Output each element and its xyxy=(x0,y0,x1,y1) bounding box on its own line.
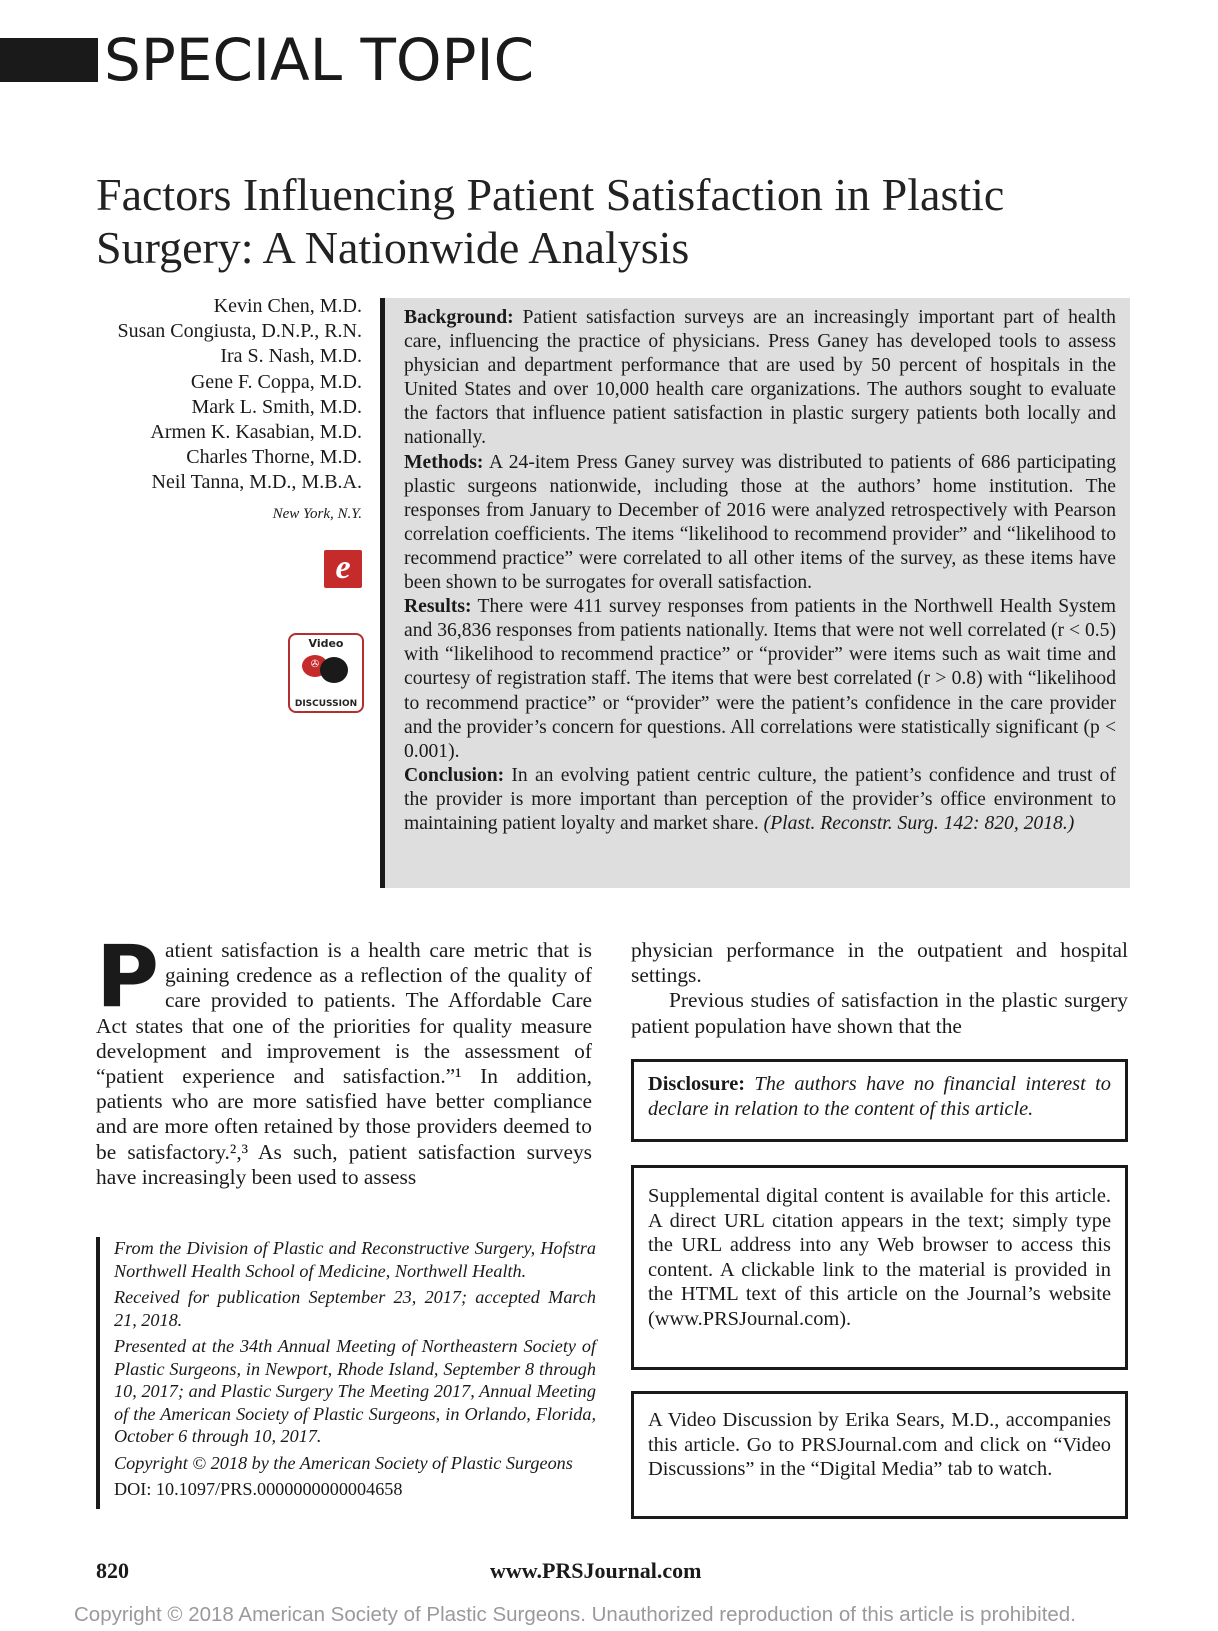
author-name: Susan Congiusta, D.N.P., R.N. xyxy=(117,320,362,343)
supplemental-content-box xyxy=(631,1165,1128,1370)
journal-url-link[interactable]: www.PRSJournal.com xyxy=(490,1558,702,1583)
drop-cap: P xyxy=(96,927,160,1027)
video-badge-top-label: Video xyxy=(308,637,344,650)
author-list xyxy=(60,294,362,527)
abstract-box xyxy=(380,298,1130,888)
abstract-conclusion xyxy=(404,764,1116,836)
body-left-text: atient satisfaction is a health care metric that is gaining credence as a reflection of the quality of care provided to patients. The Affordable Care Act states that one of the priorities for quality measure development and improvement is the assessment of “patient experience and satisfaction.”¹ In addition, patients who are more satisfied have better compliance and are more often retained by those providers deemed to be satisfactory.²,³ As such, patient satisfaction surveys have increasingly been used to assess xyxy=(96,938,592,1189)
footnote-affiliation: From the Division of Plastic and Reconstructive Surgery, Hofstra Northwell Health School of Medicine, Northwell Health. xyxy=(114,1238,596,1281)
supplemental-text: Supplemental digital content is available for this article. A direct URL citation appears in the text; simply type the URL address into any Web browser to access this content. A clickable link to the material is provided in the HTML text of this article on the Journal’s website (www.PRSJournal.com). xyxy=(648,1185,1111,1330)
author-name: Neil Tanna, M.D., M.B.A. xyxy=(151,471,362,494)
abstract-methods-label: Methods: xyxy=(404,451,484,473)
article-title: Factors Influencing Patient Satisfaction in Plastic Surgery: A Nationwide Analysis xyxy=(96,169,1005,273)
author-name: Gene F. Coppa, M.D. xyxy=(190,370,362,393)
author-name: Mark L. Smith, M.D. xyxy=(191,395,362,418)
body-right-paragraph: Previous studies of satisfaction in the plastic surgery patient population have shown that the xyxy=(631,988,1128,1038)
disclosure-box xyxy=(631,1059,1128,1142)
author-name: Charles Thorne, M.D. xyxy=(186,446,362,469)
body-text-left-column xyxy=(96,927,592,1190)
footnote-copyright: Copyright © 2018 by the American Society of Plastic Surgeons xyxy=(114,1452,573,1473)
abstract-background-label: Background: xyxy=(404,307,514,328)
abstract-background-text: Patient satisfaction surveys are an increasingly important part of health care, influencing the practice of physicians. Press Ganey has developed tools to assess physician and department performance that are used by 50 percent of hospitals in the United States and over 10,000 health care organizations. The authors sought to evaluate the factors that influence patient satisfaction in plastic surgery patients both locally and nationally. xyxy=(404,307,1116,449)
speech-bubble-black-icon xyxy=(320,657,348,683)
abstract-background xyxy=(404,306,1116,451)
disclosure-label: Disclosure: xyxy=(648,1073,746,1095)
e-content-icon[interactable]: e xyxy=(324,550,362,588)
author-name: Kevin Chen, M.D. xyxy=(213,295,362,317)
body-text-right-column xyxy=(631,938,1128,1039)
abstract-results-label: Results: xyxy=(404,596,472,618)
disclosure-text: The authors have no financial interest to declare in relation to the content of this article. xyxy=(648,1073,1111,1120)
author-location: New York, N.Y. xyxy=(272,505,362,522)
abstract-conclusion-label: Conclusion: xyxy=(404,764,505,786)
abstract-methods-text: A 24-item Press Ganey survey was distributed to patients of 686 participating plastic surgeons nationwide, including those at the authors’ home institution. The responses from January to December of 2016 were analyzed retrospectively with Pearson correlation coefficients. The items “likelihood to recommend provider” and “likelihood to recommend practice” were correlated to all other items of the survey, as these items have been shown to be surrogates for overall satisfaction. xyxy=(404,451,1116,594)
video-badge-bottom-label: DISCUSSION xyxy=(294,699,358,709)
page-number: 820 xyxy=(96,1558,129,1583)
author-name: Armen K. Kasabian, M.D. xyxy=(150,421,362,444)
abstract-citation: (Plast. Reconstr. Surg. 142: 820, 2018.) xyxy=(763,812,1075,834)
video-discussion-text: A Video Discussion by Erika Sears, M.D., accompanies this article. Go to PRSJournal.com and click on “Video Discussions” in the “Digital Media” tab to watch. xyxy=(648,1409,1111,1481)
video-discussion-icon[interactable] xyxy=(288,633,364,713)
abstract-conclusion-text: In an evolving patient centric culture, the patient’s confidence and trust of the provider is more important than perception of the provider’s office environment to maintaining patient loyalty and market share. xyxy=(404,764,1116,834)
abstract-methods xyxy=(404,451,1116,596)
footnote-presented: Presented at the 34th Annual Meeting of Northeastern Society of Plastic Surgeons, in Newport, Rhode Island, September 8 through 10, 2017; and Plastic Surgery The Meeting 2017, Annual Meeting of the American Society of Plastic Surgeons, in Orlando, Florida, October 6 through 10, 2017. xyxy=(114,1336,596,1446)
section-bar xyxy=(0,38,98,82)
copyright-notice: Copyright © 2018 American Society of Plastic Surgeons. Unauthorized reproduction of this article is prohibited. xyxy=(74,1603,1076,1626)
author-name: Ira S. Nash, M.D. xyxy=(220,345,362,368)
body-right-paragraph: physician performance in the outpatient and hospital settings. xyxy=(631,938,1128,988)
section-label: SPECIAL TOPIC xyxy=(104,26,535,94)
abstract-results xyxy=(404,595,1116,764)
footnote-doi[interactable]: DOI: 10.1097/PRS.0000000000004658 xyxy=(114,1479,403,1499)
abstract-results-text: There were 411 survey responses from patients in the Northwell Health System and 36,836 responses from patients nationally. Items that were not well correlated (r < 0.5) with “likelihood to recommend practice” or “provider” were items such as wait time and courtesy of registration staff. The items that were best correlated (r > 0.8) with “likelihood to recommend practice” or “provider” were the patient’s confidence in the care provider and the provider’s concern for questions. All correlations were statistically significant (p < 0.001). xyxy=(404,596,1116,762)
film-reel-icon: ✇ xyxy=(310,659,320,670)
footnote-received: Received for publication September 23, 2017; accepted March 21, 2018. xyxy=(114,1287,596,1330)
video-discussion-box xyxy=(631,1391,1128,1519)
article-footnotes xyxy=(96,1237,596,1509)
